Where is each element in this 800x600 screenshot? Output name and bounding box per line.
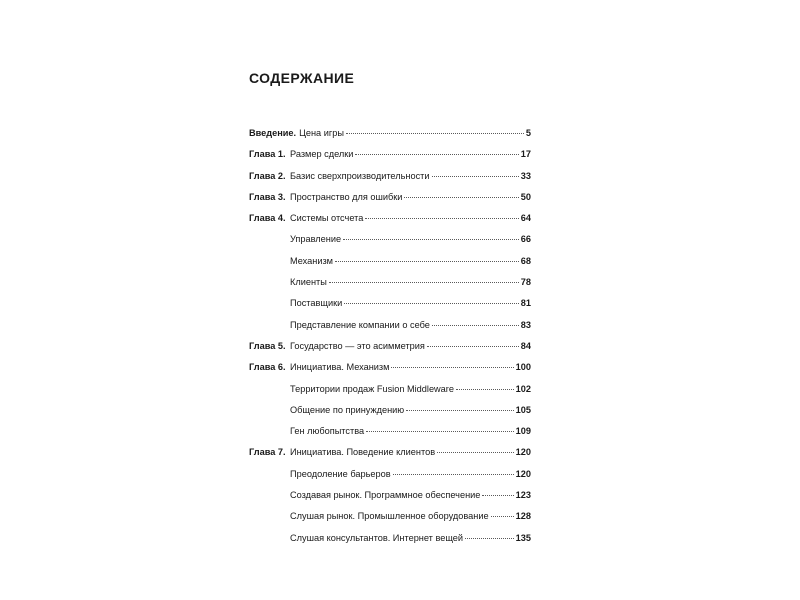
- dot-leader: [343, 239, 519, 240]
- toc-entry: [249, 357, 531, 378]
- toc-page-number: 128: [515, 511, 531, 522]
- toc-entry-title: Механизм: [290, 255, 333, 266]
- dot-leader: [391, 367, 513, 368]
- toc-entry: [249, 293, 531, 314]
- toc-entry: [249, 379, 531, 400]
- toc-entry-title: Размер сделки: [290, 149, 354, 160]
- dot-leader: [404, 197, 518, 198]
- toc-entry: [249, 272, 531, 293]
- toc-entry: [249, 144, 531, 165]
- toc-entry-title: Цена игры: [299, 128, 344, 138]
- toc-entry: [249, 421, 531, 442]
- toc-entry-title: Территории продаж Fusion Middleware: [290, 383, 454, 394]
- toc-page-number: 83: [520, 319, 531, 330]
- toc-page-number: 100: [515, 362, 531, 373]
- toc-page-number: 109: [515, 426, 531, 437]
- toc-entry-title: Государство — это асимметрия: [290, 340, 425, 351]
- toc-chapter-label: Глава 7.: [249, 447, 286, 458]
- toc-entry: [249, 166, 531, 187]
- table-of-contents: [249, 123, 531, 549]
- toc-page-number: 81: [520, 298, 531, 309]
- toc-page-number: 102: [515, 383, 531, 394]
- dot-leader: [344, 303, 519, 304]
- toc-entry-title: Преодоление барьеров: [290, 468, 391, 479]
- toc-entry-title: Представление компании о себе: [290, 319, 430, 330]
- toc-chapter-label: Глава 2.: [249, 170, 286, 181]
- toc-chapter-label: Глава 6.: [249, 362, 286, 373]
- toc-entry-title: Клиенты: [290, 277, 327, 288]
- dot-leader: [465, 538, 514, 539]
- dot-leader: [346, 133, 524, 134]
- toc-entry-title: Общение по принуждению: [290, 404, 405, 415]
- toc-entry: [249, 400, 531, 421]
- dot-leader: [355, 154, 518, 155]
- toc-entry-title: Создавая рынок. Программное обеспечение: [290, 490, 481, 501]
- dot-leader: [366, 431, 514, 432]
- page-title: СОДЕРЖАНИЕ: [249, 70, 355, 86]
- toc-entry-title: Инициатива. Поведение клиентов: [290, 447, 436, 458]
- toc-chapter-label: Введение.: [249, 128, 297, 138]
- dot-leader: [335, 261, 519, 262]
- toc-entry: [249, 187, 531, 208]
- toc-page-number: 120: [515, 468, 531, 479]
- dot-leader: [365, 218, 518, 219]
- dot-leader: [406, 410, 513, 411]
- toc-entry: [249, 208, 531, 229]
- toc-entry-title: Базис сверхпроизводительности: [290, 170, 430, 181]
- toc-page-number: 78: [520, 277, 531, 288]
- toc-page-number: 5: [525, 128, 531, 138]
- toc-entry-title: Слушая консультантов. Интернет вещей: [290, 532, 464, 543]
- dot-leader: [432, 176, 519, 177]
- toc-entry: [249, 336, 531, 357]
- toc-entry: [249, 315, 531, 336]
- toc-entry-title: Ген любопытства: [290, 426, 365, 437]
- toc-page-number: 50: [520, 191, 531, 202]
- toc-entry-title: Системы отсчета: [290, 213, 364, 224]
- toc-entry: [249, 464, 531, 485]
- toc-page-number: 66: [520, 234, 531, 245]
- toc-entry-title: Управление: [290, 234, 342, 245]
- toc-chapter-label: Глава 3.: [249, 191, 286, 202]
- dot-leader: [432, 325, 519, 326]
- toc-page-number: 68: [520, 255, 531, 266]
- toc-chapter-label: Глава 5.: [249, 340, 286, 351]
- dot-leader: [329, 282, 519, 283]
- toc-entry: [249, 528, 531, 549]
- toc-page-number: 64: [520, 213, 531, 224]
- toc-page-number: 84: [520, 340, 531, 351]
- dot-leader: [393, 474, 514, 475]
- dot-leader: [427, 346, 519, 347]
- toc-page-number: 33: [520, 170, 531, 181]
- toc-page-number: 120: [515, 447, 531, 458]
- toc-entry: [249, 229, 531, 250]
- toc-entry: [249, 251, 531, 272]
- toc-entry-title: Слушая рынок. Промышленное оборудование: [290, 511, 489, 522]
- toc-entry: [249, 506, 531, 527]
- toc-entry-title: Инициатива. Механизм: [290, 362, 390, 373]
- toc-entry-title: Пространство для ошибки: [290, 191, 403, 202]
- toc-page-number: 105: [515, 404, 531, 415]
- toc-page-number: 123: [515, 490, 531, 501]
- toc-entry: [249, 485, 531, 506]
- dot-leader: [437, 452, 514, 453]
- toc-entry: [249, 442, 531, 463]
- toc-entry-title: Поставщики: [290, 298, 343, 309]
- dot-leader: [456, 389, 514, 390]
- dot-leader: [482, 495, 513, 496]
- toc-chapter-label: Глава 4.: [249, 213, 286, 224]
- toc-page-number: 17: [520, 149, 531, 160]
- toc-chapter-label: Глава 1.: [249, 149, 286, 160]
- toc-page-number: 135: [515, 532, 531, 543]
- toc-entry: [249, 123, 531, 144]
- dot-leader: [491, 516, 514, 517]
